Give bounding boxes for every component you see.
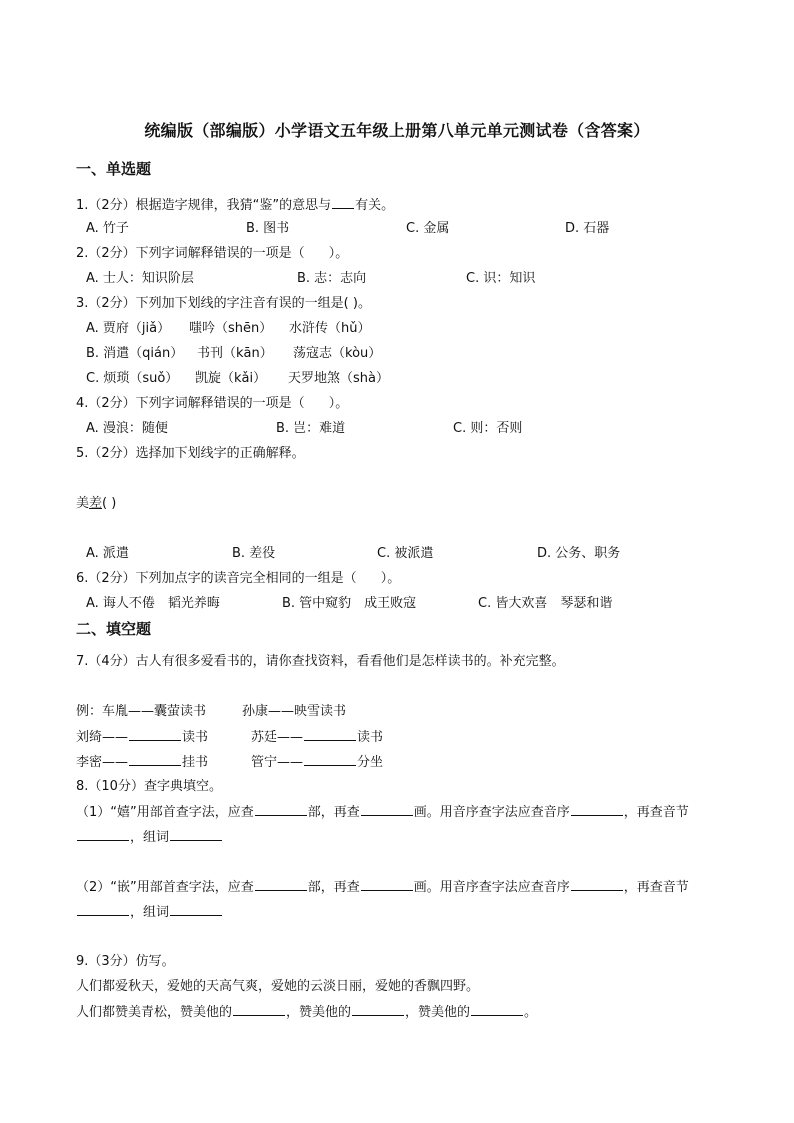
q3-option-a-item2: 嗤吟（shēn） bbox=[189, 321, 273, 336]
q2-option-a[interactable]: A. 士人：知识阶层 bbox=[86, 271, 194, 286]
q4-option-b[interactable]: B. 岂：难道 bbox=[276, 421, 346, 436]
q7-row1-left: 刘绮—— 读书 bbox=[76, 730, 209, 745]
q8-p1-blank-letter[interactable] bbox=[571, 803, 623, 816]
q7-row2-left: 李密—— 挂书 bbox=[76, 755, 209, 770]
q1-option-b[interactable]: B. 图书 bbox=[246, 221, 290, 236]
q8-part2-line2: ，组词 bbox=[76, 903, 223, 922]
q1-blank[interactable] bbox=[332, 196, 354, 209]
q8-part2-line1: （2）“嵌”用部首查字法，应查 部，再查 画。用音序查字法应查音序 ，再查音节 bbox=[76, 880, 689, 895]
q5-option-a[interactable]: A. 派遣 bbox=[86, 546, 129, 561]
q5-option-d[interactable]: D. 公务、职务 bbox=[537, 546, 621, 561]
q6-option-a[interactable]: A. 诲人不倦 韬光养晦 bbox=[86, 596, 220, 611]
q5-option-b[interactable]: B. 差役 bbox=[232, 546, 276, 561]
q3-option-c-item3: 天罗地煞（shà） bbox=[288, 371, 389, 386]
q5-word: 美差( ) bbox=[76, 496, 117, 511]
q5-option-c[interactable]: C. 被派遣 bbox=[377, 546, 434, 561]
question-4-stem: 4.（2分）下列字词解释错误的一项是（ ）。 bbox=[76, 396, 349, 411]
question-3-stem: 3.（2分）下列加下划线的字注音有误的一组是( )。 bbox=[76, 296, 371, 311]
q3-option-b-item2: 书刊（kān） bbox=[197, 346, 273, 361]
q8-p1-blank-strokes[interactable] bbox=[361, 803, 413, 816]
q7-blank-2[interactable] bbox=[304, 728, 356, 741]
q7-row2-right: 管宁—— 分坐 bbox=[251, 755, 384, 770]
q5-answer-paren[interactable]: ( ) bbox=[102, 496, 117, 511]
q3-option-c-item1[interactable]: C. 烦琐（suǒ） bbox=[86, 371, 179, 386]
page-title: 统编版（部编版）小学语文五年级上册第八单元单元测试卷（含答案） bbox=[144, 121, 650, 140]
q4-option-a[interactable]: A. 漫浪：随便 bbox=[86, 421, 168, 436]
q9-example-line: 人们都爱秋天，爱她的天高气爽，爱她的云淡日丽，爱她的香飘四野。 bbox=[76, 979, 480, 994]
q8-p2-blank-radical[interactable] bbox=[255, 878, 307, 891]
section-heading-single-choice: 一、单选题 bbox=[76, 160, 152, 178]
question-7-stem: 7.（4分）古人有很多爱看书的，请你查找资料，看看他们是怎样读书的。补充完整。 bbox=[76, 654, 565, 669]
q8-part1-line1: （1）“嬉”用部首查字法，应查 部，再查 画。用音序查字法应查音序 ，再查音节 bbox=[76, 805, 689, 820]
q8-part1-line2: ，组词 bbox=[76, 828, 223, 847]
q6-option-b[interactable]: B. 管中窥豹 成王败寇 bbox=[282, 596, 417, 611]
section-heading-fill-in: 二、填空题 bbox=[76, 620, 152, 638]
q7-row1-right: 苏廷—— 读书 bbox=[251, 730, 384, 745]
q9-blank-2[interactable] bbox=[352, 1003, 404, 1016]
q3-option-c-item2: 凯旋（kǎi） bbox=[195, 371, 267, 386]
q8-p1-blank-syllable[interactable] bbox=[77, 828, 129, 841]
q7-blank-4[interactable] bbox=[304, 753, 356, 766]
q2-option-c[interactable]: C. 识：知识 bbox=[466, 271, 536, 286]
q8-p2-blank-syllable[interactable] bbox=[77, 903, 129, 916]
q1-option-d[interactable]: D. 石器 bbox=[565, 221, 610, 236]
q3-option-b-item3: 荡寇志（kòu） bbox=[293, 346, 382, 361]
q1-option-a[interactable]: A. 竹子 bbox=[86, 221, 129, 236]
question-1-stem: 1.（2分）根据造字规律，我猜“鉴”的意思与 有关。 bbox=[76, 198, 395, 213]
question-2-stem: 2.（2分）下列字词解释错误的一项是（ ）。 bbox=[76, 246, 349, 261]
q7-blank-1[interactable] bbox=[129, 728, 181, 741]
q8-p2-blank-strokes[interactable] bbox=[361, 878, 413, 891]
question-6-stem: 6.（2分）下列加点字的读音完全相同的一组是（ ）。 bbox=[76, 571, 401, 586]
q7-example-a: 例：车胤——囊萤读书 bbox=[76, 704, 207, 719]
q7-example-b: 孙康——映雪读书 bbox=[242, 704, 347, 719]
q3-option-a-item3: 水浒传（hǔ） bbox=[289, 321, 371, 336]
question-8-stem: 8.（10分）查字典填空。 bbox=[76, 779, 222, 794]
q4-option-c[interactable]: C. 则：否则 bbox=[453, 421, 523, 436]
q3-option-b-item1[interactable]: B. 消遣（qián） bbox=[86, 346, 184, 361]
q5-underlined-char: 差 bbox=[89, 496, 103, 511]
q1-option-c[interactable]: C. 金属 bbox=[406, 221, 450, 236]
q8-p2-blank-word[interactable] bbox=[170, 903, 222, 916]
q8-p1-blank-word[interactable] bbox=[170, 828, 222, 841]
q3-option-a-item1[interactable]: A. 贾府（jiǎ） bbox=[86, 321, 171, 336]
q6-option-c[interactable]: C. 皆大欢喜 琴瑟和谐 bbox=[478, 596, 613, 611]
q9-blank-1[interactable] bbox=[233, 1003, 285, 1016]
q9-answer-line: 人们都赞美青松，赞美他的 ，赞美他的 ，赞美他的 。 bbox=[76, 1005, 538, 1020]
question-9-stem: 9.（3分）仿写。 bbox=[76, 954, 175, 969]
q8-p2-blank-letter[interactable] bbox=[571, 878, 623, 891]
q9-blank-3[interactable] bbox=[471, 1003, 523, 1016]
q8-p1-blank-radical[interactable] bbox=[255, 803, 307, 816]
q7-blank-3[interactable] bbox=[129, 753, 181, 766]
question-5-stem: 5.（2分）选择加下划线字的正确解释。 bbox=[76, 446, 305, 461]
q2-option-b[interactable]: B. 志：志向 bbox=[297, 271, 367, 286]
